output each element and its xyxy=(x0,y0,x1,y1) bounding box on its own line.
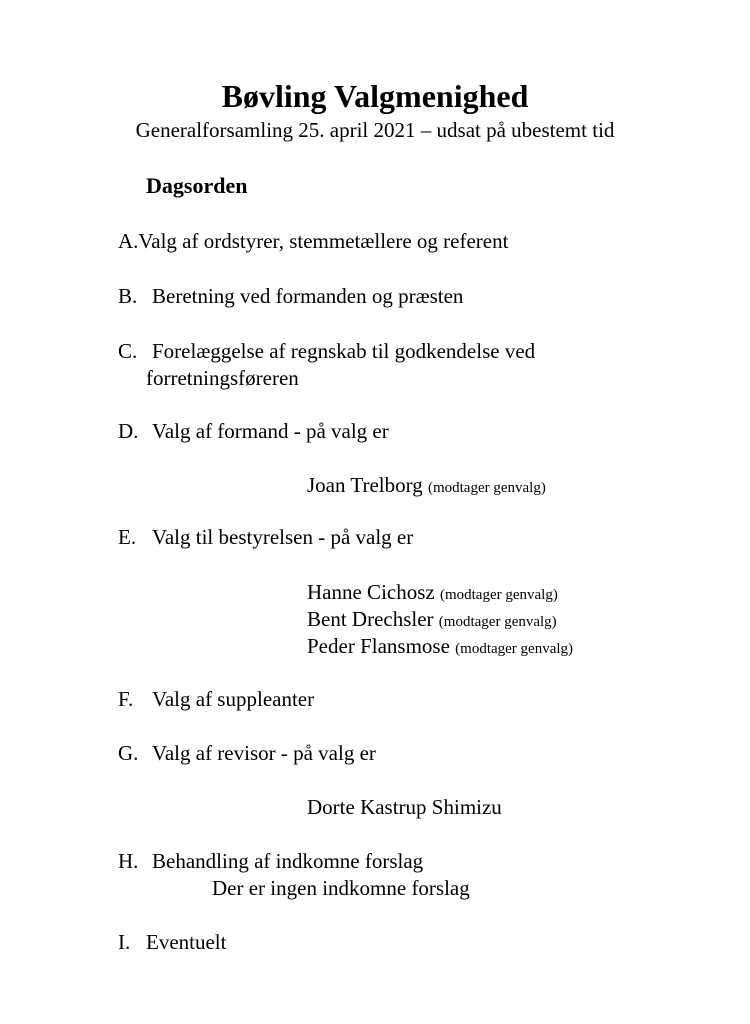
agenda-item-letter: H. xyxy=(118,849,139,873)
candidate-note: (modtager genvalg) xyxy=(455,641,574,657)
candidate-note: (modtager genvalg) xyxy=(427,480,546,496)
agenda-item-i xyxy=(118,928,226,956)
agenda-item-letter: E. xyxy=(118,525,137,549)
candidate-bestyrelse-3 xyxy=(307,632,573,663)
candidate-note: (modtager genvalg) xyxy=(438,614,557,630)
agenda-item-text: Valg af suppleanter xyxy=(152,687,315,711)
candidate-name: Bent Drechsler xyxy=(307,607,434,631)
agenda-item-e xyxy=(118,523,413,551)
agenda-item-text: Valg af formand - på valg er xyxy=(152,419,389,443)
agenda-item-c-continuation: forretningsføreren xyxy=(146,366,299,390)
agenda-item-text: Beretning ved formanden og præsten xyxy=(152,284,464,308)
candidate-name: Hanne Cichosz xyxy=(307,580,435,604)
agenda-item-a xyxy=(118,227,508,255)
agenda-item-letter: F. xyxy=(118,687,134,711)
agenda-heading: Dagsorden xyxy=(146,173,248,198)
agenda-item-c xyxy=(118,337,535,365)
agenda-item-d xyxy=(118,417,389,445)
candidate-note: (modtager genvalg) xyxy=(439,587,558,603)
agenda-item-letter: G. xyxy=(118,741,139,765)
document-subtitle: Generalforsamling 25. april 2021 – udsat på ubestemt tid xyxy=(135,118,615,142)
candidate-formand-1 xyxy=(307,471,546,502)
agenda-item-letter: D. xyxy=(118,419,139,443)
document-title: Bøvling Valgmenighed xyxy=(221,78,529,114)
agenda-item-letter: B. xyxy=(118,284,138,308)
agenda-item-text: Valg til bestyrelsen - på valg er xyxy=(152,525,414,549)
agenda-item-g xyxy=(118,739,376,767)
agenda-item-text: Valg af revisor - på valg er xyxy=(152,741,376,765)
candidate-revisor-1 xyxy=(307,793,502,821)
agenda-item-text: Forelæggelse af regnskab til godkendelse ved xyxy=(152,339,536,363)
candidate-name: Dorte Kastrup Shimizu xyxy=(307,795,502,819)
agenda-item-b xyxy=(118,282,463,310)
agenda-item-h-note: Der er ingen indkomne forslag xyxy=(212,876,470,900)
agenda-item-text: Eventuelt xyxy=(146,930,227,954)
agenda-item-h xyxy=(118,847,423,875)
agenda-item-letter: A. xyxy=(118,229,139,253)
agenda-item-text: Behandling af indkomne forslag xyxy=(152,849,424,873)
agenda-item-letter: C. xyxy=(118,339,138,363)
agenda-item-f xyxy=(118,685,314,713)
candidate-name: Peder Flansmose xyxy=(307,634,450,658)
agenda-item-letter: I. xyxy=(118,930,131,954)
agenda-item-text: Valg af ordstyrer, stemmetællere og referent xyxy=(138,229,509,253)
candidate-name: Joan Trelborg xyxy=(307,473,423,497)
